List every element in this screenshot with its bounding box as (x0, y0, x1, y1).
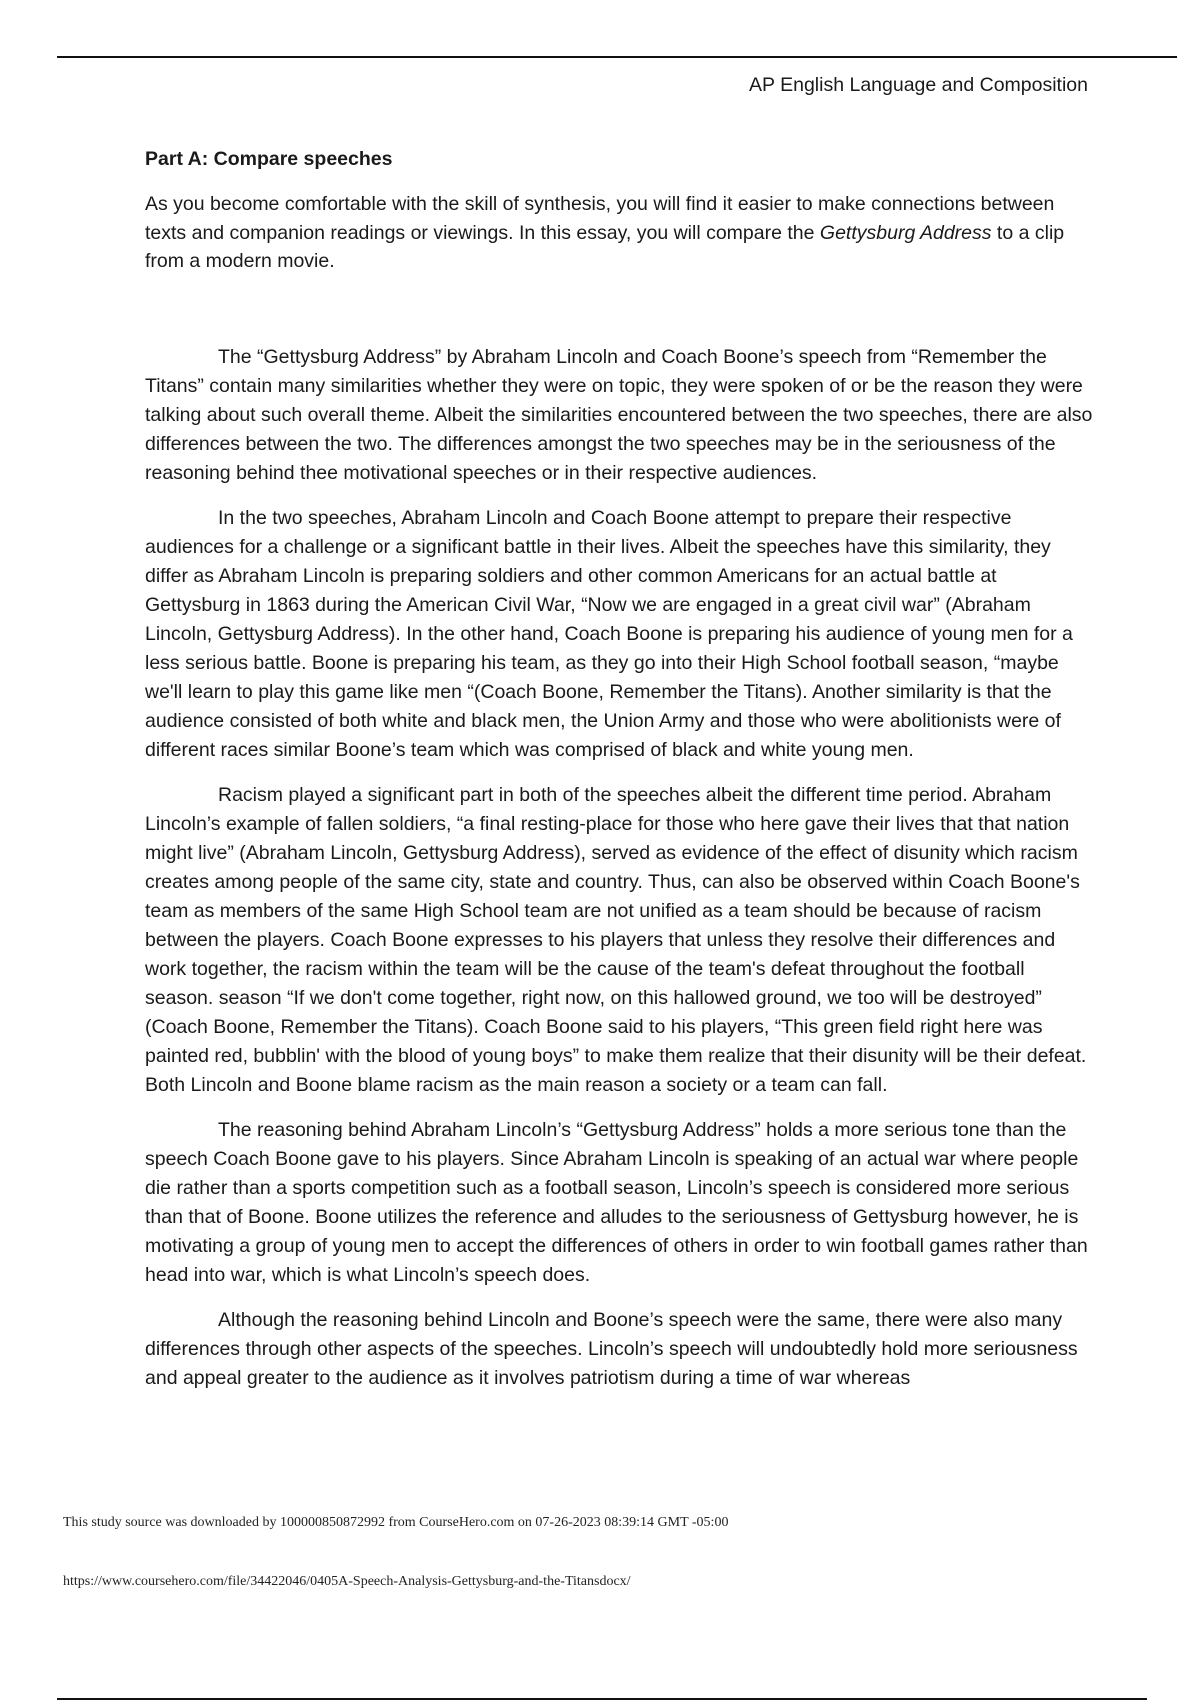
essay-paragraph: Racism played a significant part in both of the speeches albeit the different time period. Abraham Lincoln’s example of fallen soldiers, “a final resting-place for those who here gave their lives that that nation might live” (Abraham Lincoln, Gettysburg Address), served as evidence of the effect of disunity which racism creates among people of the same city, state and country. Thus, can also be observed within Coach Boone's team as members of the same High School team are not unified as a team should be because of racism between the players. Coach Boone expresses to his players that unless they resolve their differences and work together, the racism within the team will be the cause of the team's defeat throughout the football season. season “If we don't come together, right now, on this hallowed ground, we too will be destroyed” (Coach Boone, Remember the Titans). Coach Boone said to his players, “This green field right here was painted red, bubblin' with the blood of young boys” to make them realize that their disunity will be their defeat. Both Lincoln and Boone blame racism as the main reason a society or a team can fall. (145, 783, 1087, 1096)
essay-paragraph: Although the reasoning behind Lincoln and Boone’s speech were the same, there were also many differences through other aspects of the speeches. Lincoln’s speech will undoubtedly hold more seriousness and appeal greater to the audience as it involves patriotism during a time of war whereas (145, 1308, 1078, 1389)
essay (145, 343, 1095, 1393)
intro-text-before: As you become comfortable with the skill of synthesis, you will find it easier to make connections between texts and companion readings or viewings. In this essay, you will compare the (145, 193, 1055, 244)
essay-paragraph: The “Gettysburg Address” by Abraham Lincoln and Coach Boone’s speech from “Remember the Titans” contain many similarities whether they were on topic, they were spoken of or be the reason they were talking about such overall theme. Albeit the similarities encountered between the two speeches, there are also differences between the two. The differences amongst the two speeches may be in the seriousness of the reasoning behind thee motivational speeches or in their respective audiences. (145, 345, 1093, 484)
document-body (145, 146, 1095, 1409)
course-header: AP English Language and Composition (749, 74, 1088, 96)
section-title: Part A: Compare speeches (145, 148, 393, 170)
intro-italic-title: Gettysburg Address (819, 221, 992, 244)
source-url[interactable]: https://www.coursehero.com/file/34422046/0405A-Speech-Analysis-Gettysburg-and-the-Titansdocx/ (63, 1574, 631, 1589)
intro-text-after: to a clip from a modern movie. (145, 221, 1065, 272)
essay-paragraph: The reasoning behind Abraham Lincoln’s “Gettysburg Address” holds a more serious tone than the speech Coach Boone gave to his players. Since Abraham Lincoln is speaking of an actual war where people die rather than a sports competition such as a football season, Lincoln’s speech is considered more serious than that of Boone. Boone utilizes the reference and alludes to the seriousness of Gettysburg however, he is motivating a group of young men to accept the differences of others in order to win football games rather than head into war, which is what Lincoln’s speech does. (145, 1118, 1088, 1286)
top-rule (57, 56, 1177, 58)
download-note: This study source was downloaded by 100000850872992 from CourseHero.com on 07-26-2023 08:39:14 GMT -05:00 (63, 1515, 729, 1530)
intro-paragraph (145, 190, 1095, 276)
essay-paragraph: In the two speeches, Abraham Lincoln and Coach Boone attempt to prepare their respective audiences for a challenge or a significant battle in their lives. Albeit the speeches have this similarity, they differ as Abraham Lincoln is preparing soldiers and other common Americans for an actual battle at Gettysburg in 1863 during the American Civil War, “Now we are engaged in a great civil war” (Abraham Lincoln, Gettysburg Address). In the other hand, Coach Boone is preparing his audience of young men for a less serious battle. Boone is preparing his team, as they go into their High School football season, “maybe we'll learn to play this game like men “(Coach Boone, Remember the Titans). Another similarity is that the audience consisted of both white and black men, the Union Army and those who were abolitionists were of different races similar Boone’s team which was comprised of black and white young men. (145, 506, 1073, 761)
